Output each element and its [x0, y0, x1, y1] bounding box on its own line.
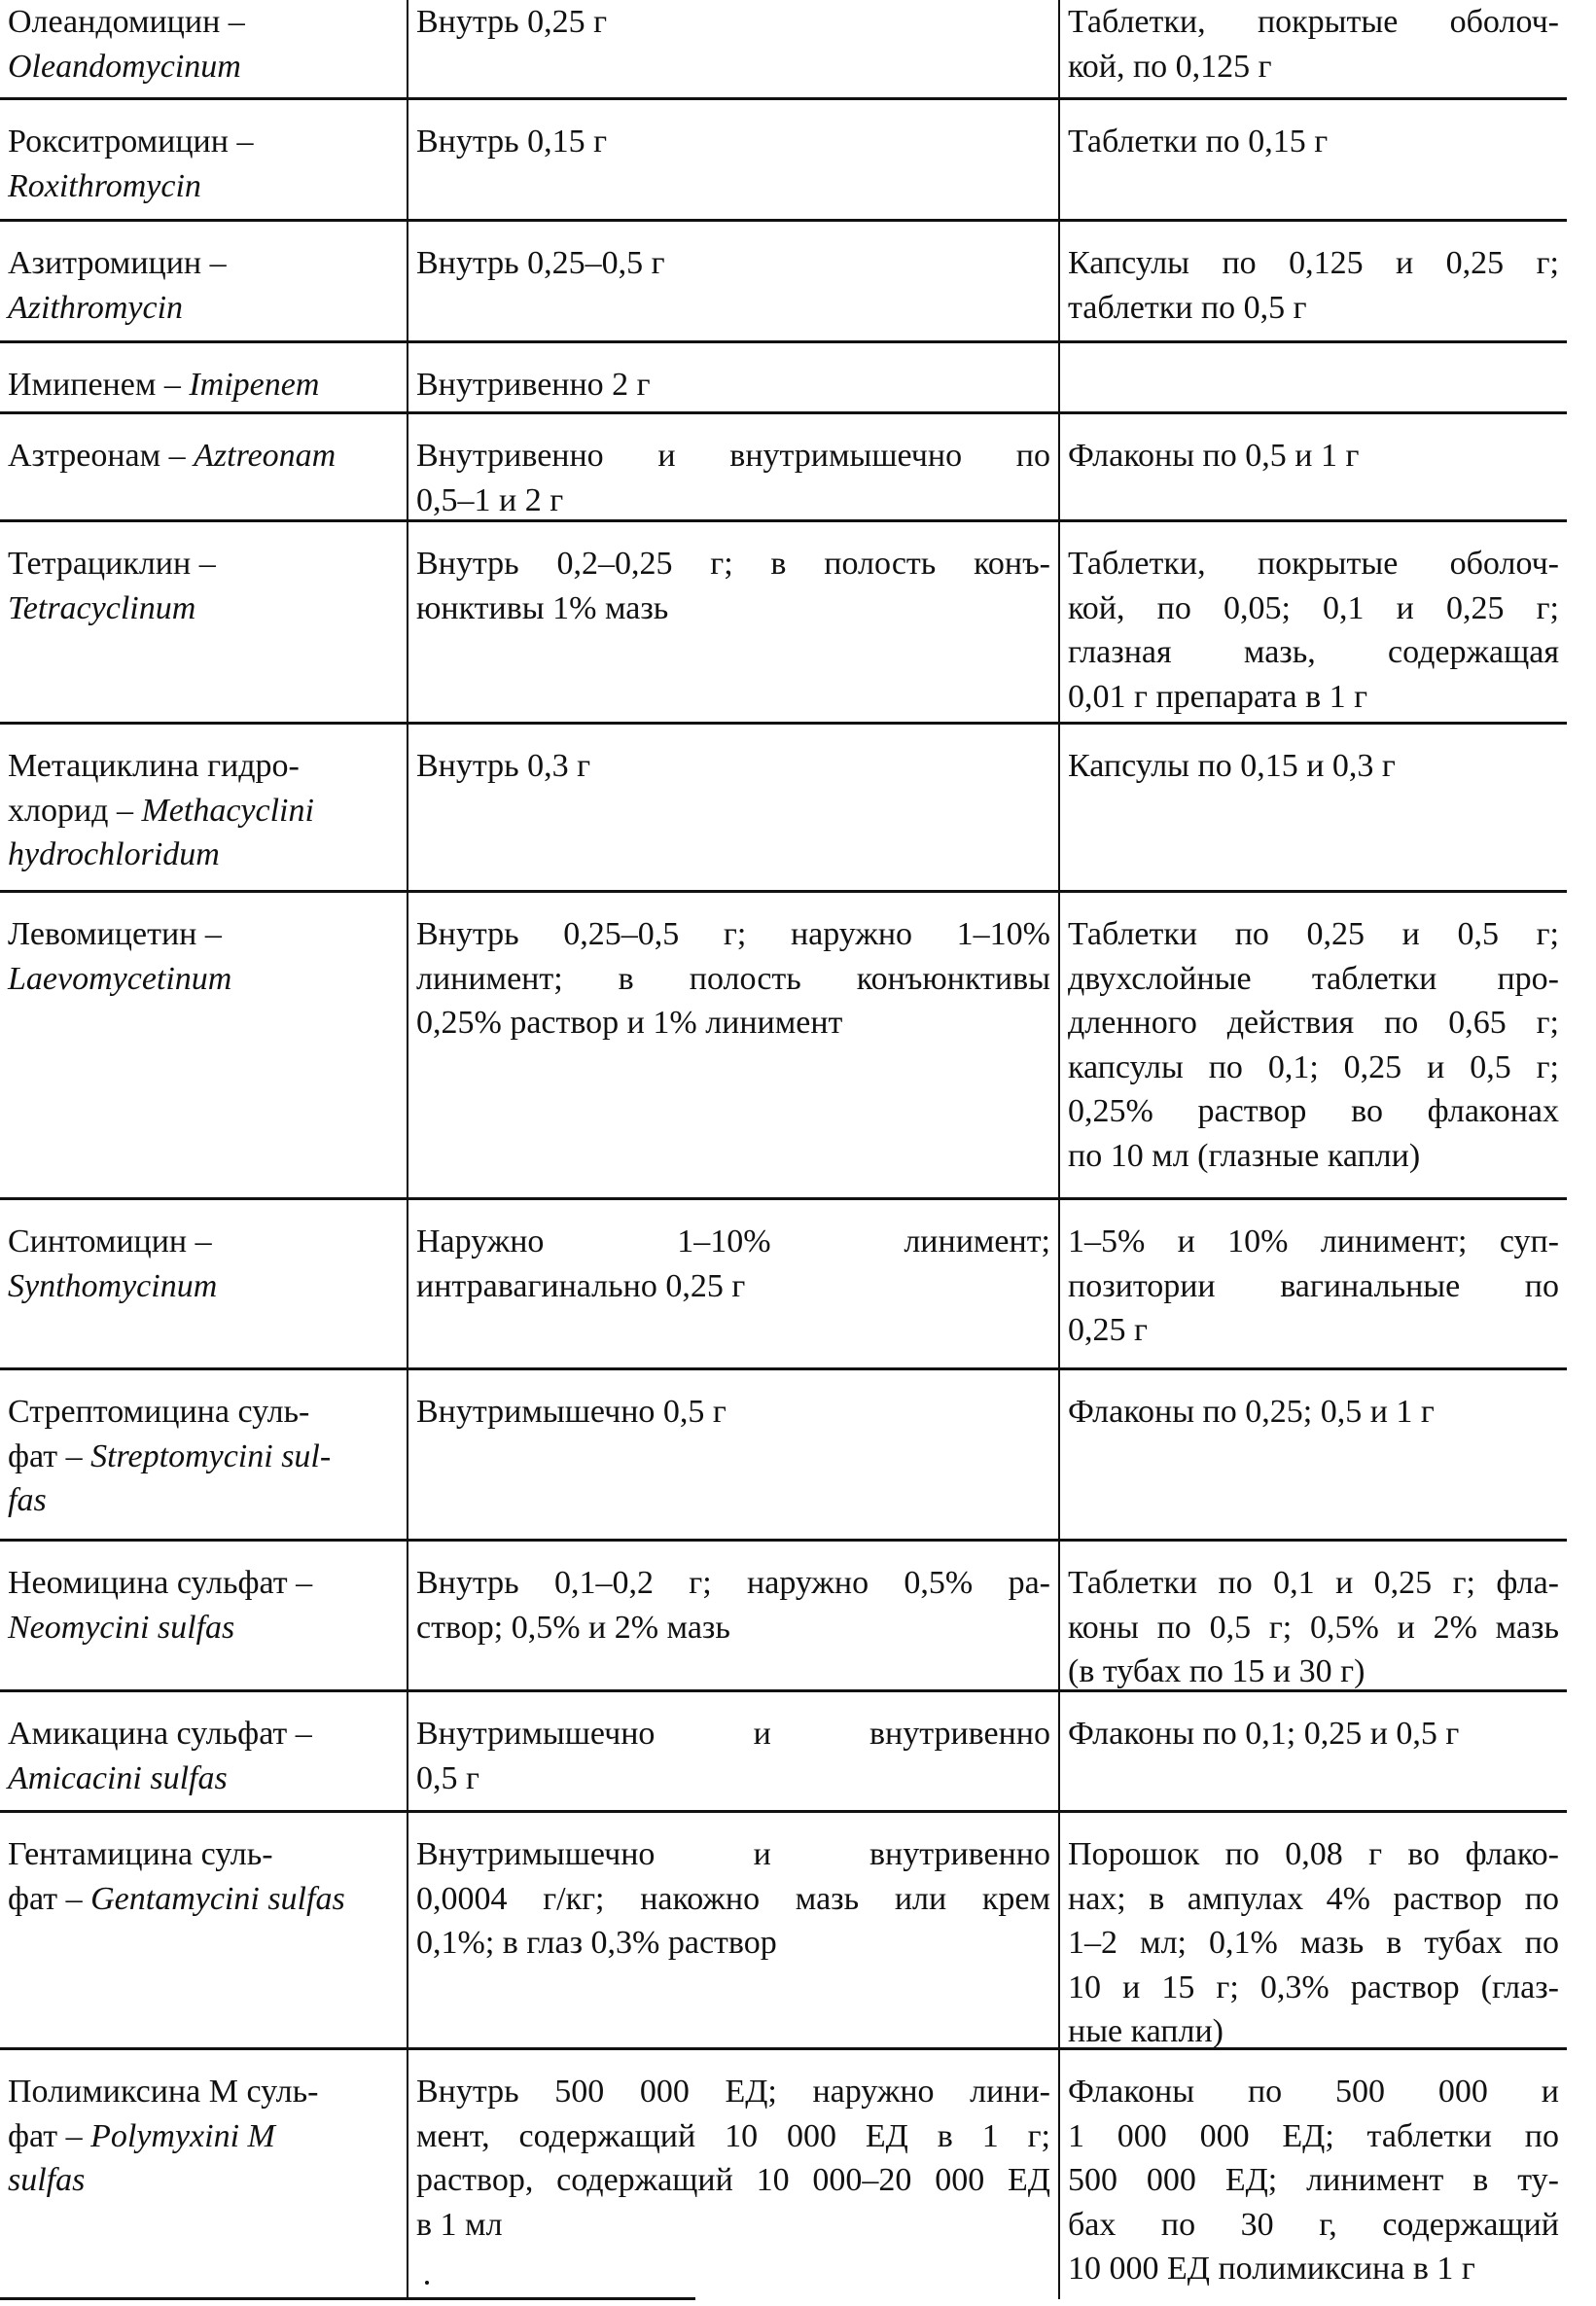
text-line	[1068, 1650, 1559, 1694]
latin-name: hydrochloridum	[8, 836, 220, 872]
text-line	[8, 363, 399, 408]
text: Флаконы по 500 000 и	[1068, 2074, 1559, 2110]
text-line	[1068, 2070, 1559, 2114]
text: Внутримышечно и внутривенно	[416, 1716, 1050, 1752]
text: бах по 30 г, содержащий	[1068, 2206, 1559, 2243]
text: Метациклина гидро-	[8, 748, 300, 784]
text: кой, по 0,125 г	[1068, 48, 1272, 85]
text-line	[1068, 1712, 1559, 1756]
text-line	[1068, 434, 1559, 479]
latin-name: Imipenem	[189, 367, 320, 403]
scan-dot	[425, 2281, 429, 2285]
latin-name: Methacyclini	[141, 792, 314, 829]
text: интравагинально 0,25 г	[416, 1267, 746, 1304]
latin-name: fas	[8, 1482, 47, 1518]
text-line	[8, 120, 399, 164]
text-line	[8, 45, 399, 89]
text: Внутрь 0,2–0,25 г; в полость конъ-	[416, 546, 1050, 582]
text-line	[1068, 1921, 1559, 1966]
latin-name: Synthomycinum	[8, 1267, 218, 1304]
text: по 10 мл (глазные капли)	[1068, 1137, 1421, 1174]
text-line	[416, 2203, 1050, 2248]
text-line	[1068, 286, 1559, 331]
text-line	[1068, 1220, 1559, 1264]
dosage-cell	[407, 1542, 1058, 1689]
text-line	[1068, 1308, 1559, 1353]
text-line	[1068, 2203, 1559, 2248]
text: Полимиксина М суль-	[8, 2074, 319, 2110]
text-line	[416, 2158, 1050, 2203]
text: Внутривенно и внутримышечно по	[416, 438, 1050, 474]
text-line	[8, 1478, 399, 1523]
text-line	[8, 0, 399, 45]
text: 0,25% раствор во флаконах	[1068, 1093, 1559, 1129]
text-line	[416, 1832, 1050, 1877]
text-line	[8, 2070, 399, 2114]
dosage-cell	[407, 343, 1058, 411]
text: юнктивы 1% мазь	[416, 589, 669, 626]
dosage-cell	[407, 893, 1058, 1197]
text-line	[416, 241, 1050, 286]
text-line	[416, 957, 1050, 1002]
text-line	[8, 833, 399, 877]
text-line	[1068, 1877, 1559, 1922]
text-line	[8, 1606, 399, 1650]
latin-name: Roxithromycin	[8, 167, 201, 204]
table-row	[0, 725, 1567, 893]
text: нах; в ампулах 4% раствор по	[1068, 1880, 1559, 1917]
text: таблетки по 0,5 г	[1068, 289, 1307, 326]
dosage-cell	[407, 725, 1058, 890]
drug-name-cell	[0, 1813, 407, 2047]
latin-name: Aztreonam	[194, 438, 337, 474]
text-line	[416, 1921, 1050, 1966]
text: 0,0004 г/кг; накожно мазь или крем	[416, 1880, 1050, 1917]
table-row	[0, 1813, 1567, 2050]
text: Внутрь 0,25 г	[416, 4, 608, 40]
text: Внутрь 0,1–0,2 г; наружно 0,5% ра-	[416, 1565, 1050, 1601]
release-form-cell	[1058, 893, 1567, 1197]
release-form-cell	[1058, 414, 1567, 519]
text-line	[1068, 1264, 1559, 1309]
text: позитории вагинальные по	[1068, 1267, 1559, 1304]
text-line	[416, 2070, 1050, 2114]
latin-name: sulfas	[8, 2162, 86, 2198]
release-form-cell	[1058, 1200, 1567, 1367]
text: хлорид –	[8, 792, 142, 829]
text: Тетрациклин –	[8, 546, 216, 582]
text-line	[8, 1390, 399, 1435]
text: 1–2 мл; 0,1% мазь в тубах по	[1068, 1925, 1559, 1961]
text: Имипенем –	[8, 367, 190, 403]
text: 1–5% и 10% линимент; суп-	[1068, 1224, 1559, 1259]
release-form-cell	[1058, 1813, 1567, 2047]
text: 10 000 ЕД полимиксина в 1 г	[1068, 2251, 1475, 2287]
text: Рокситромицин –	[8, 124, 254, 160]
text-line	[1068, 630, 1559, 675]
drug-name-cell	[0, 0, 407, 97]
text-line	[1068, 1390, 1559, 1435]
text-line	[8, 241, 399, 286]
drug-name-cell	[0, 2050, 407, 2299]
text: мент, содержащий 10 000 ЕД в 1 г;	[416, 2117, 1050, 2154]
text-line	[1068, 1606, 1559, 1650]
drug-name-cell	[0, 522, 407, 722]
text-line	[1068, 1966, 1559, 2010]
text: Таблетки, покрытые оболоч-	[1068, 546, 1559, 582]
table-row	[0, 2050, 1567, 2299]
text: фат –	[8, 2117, 91, 2154]
dosage-cell	[407, 1200, 1058, 1367]
text-line	[416, 1712, 1050, 1756]
drug-name-cell	[0, 893, 407, 1197]
text: дленного действия по 0,65 г;	[1068, 1005, 1559, 1041]
text: кой, по 0,05; 0,1 и 0,25 г;	[1068, 589, 1559, 626]
text-line	[416, 744, 1050, 789]
text-line	[416, 479, 1050, 523]
latin-name: Laevomycetinum	[8, 960, 232, 997]
text-line	[416, 1606, 1050, 1650]
text: Внутрь 0,3 г	[416, 748, 591, 784]
table-row	[0, 1542, 1567, 1692]
text-line	[416, 1264, 1050, 1309]
drug-name-cell	[0, 100, 407, 219]
text: Таблетки по 0,15 г	[1068, 124, 1329, 160]
text: капсулы по 0,1; 0,25 и 0,5 г;	[1068, 1048, 1559, 1085]
text-line	[1068, 120, 1559, 164]
text: Гентамицина суль-	[8, 1836, 273, 1872]
text: 0,25% раствор и 1% линимент	[416, 1005, 843, 1041]
text-line	[416, 2114, 1050, 2159]
text: Азтреонам –	[8, 438, 195, 474]
table-row	[0, 222, 1567, 343]
release-form-cell	[1058, 222, 1567, 340]
text: створ; 0,5% и 2% мазь	[416, 1609, 730, 1646]
text-line	[8, 744, 399, 789]
text: 500 000 ЕД; линимент в ту-	[1068, 2162, 1559, 2198]
text-line	[8, 1220, 399, 1264]
table-row	[0, 1200, 1567, 1370]
table-row	[0, 100, 1567, 222]
text: Капсулы по 0,15 и 0,3 г	[1068, 748, 1396, 784]
dosage-cell	[407, 1813, 1058, 2047]
text: Неомицина сульфат –	[8, 1565, 313, 1601]
release-form-cell	[1058, 725, 1567, 890]
text: ные капли)	[1068, 2013, 1224, 2049]
text-line	[8, 434, 399, 479]
latin-name: Gentamycini sulfas	[90, 1880, 345, 1917]
text-line	[8, 542, 399, 586]
drug-name-cell	[0, 1542, 407, 1689]
text-line	[1068, 675, 1559, 720]
drug-name-cell	[0, 222, 407, 340]
text-line	[1068, 912, 1559, 957]
text-line	[416, 1877, 1050, 1922]
text: линимент; в полость конъюнктивы	[416, 960, 1050, 997]
latin-name: Oleandomycinum	[8, 48, 241, 85]
text-line	[1068, 241, 1559, 286]
text: 10 и 15 г; 0,3% раствор (глаз-	[1068, 1969, 1559, 2005]
text: Амикацина сульфат –	[8, 1716, 312, 1752]
text-line	[8, 1756, 399, 1801]
text: Таблетки, покрытые оболоч-	[1068, 4, 1559, 40]
text-line	[8, 957, 399, 1002]
text: 0,1%; в глаз 0,3% раствор	[416, 1925, 777, 1961]
text: раствор, содержащий 10 000–20 000 ЕД	[416, 2162, 1050, 2198]
text: Азитромицин –	[8, 245, 227, 281]
latin-name: Tetracyclinum	[8, 589, 196, 626]
text: фат –	[8, 1880, 91, 1917]
drug-name-cell	[0, 1200, 407, 1367]
text: глазная мазь, содержащая	[1068, 634, 1559, 670]
text-line	[8, 1435, 399, 1479]
text-line	[1068, 2158, 1559, 2203]
table-row	[0, 0, 1567, 100]
text-line	[1068, 2247, 1559, 2291]
text: (в тубах по 15 и 30 г)	[1068, 1653, 1365, 1689]
text: Внутрь 0,25–0,5 г; наружно 1–10%	[416, 916, 1050, 952]
text-line	[8, 2114, 399, 2159]
text: Таблетки по 0,1 и 0,25 г; фла-	[1068, 1565, 1559, 1601]
text: 0,25 г	[1068, 1312, 1148, 1348]
text-line	[416, 363, 1050, 408]
text-line	[8, 586, 399, 631]
text-line	[416, 1756, 1050, 1801]
drug-name-cell	[0, 725, 407, 890]
text-line	[416, 1561, 1050, 1606]
dosage-cell	[407, 1692, 1058, 1810]
latin-name: Azithromycin	[8, 289, 184, 326]
text-line	[416, 912, 1050, 957]
text: Флаконы по 0,25; 0,5 и 1 г	[1068, 1394, 1435, 1430]
text-line	[1068, 2009, 1559, 2054]
text: Внутрь 0,15 г	[416, 124, 608, 160]
text-line	[1068, 586, 1559, 631]
text-line	[8, 2158, 399, 2203]
text: Наружно 1–10% линимент;	[416, 1224, 1050, 1259]
release-form-cell	[1058, 2050, 1567, 2299]
text-line	[8, 912, 399, 957]
dosage-cell	[407, 1370, 1058, 1539]
text-line	[416, 586, 1050, 631]
text: Капсулы по 0,125 и 0,25 г;	[1068, 245, 1559, 281]
text: Внутримышечно 0,5 г	[416, 1394, 727, 1430]
release-form-cell	[1058, 1692, 1567, 1810]
latin-name: Neomycini sulfas	[8, 1609, 235, 1646]
text-line	[8, 1264, 399, 1309]
text: Синтомицин –	[8, 1224, 212, 1259]
text: Таблетки по 0,25 и 0,5 г;	[1068, 916, 1559, 952]
text: 0,01 г препарата в 1 г	[1068, 678, 1368, 715]
drug-name-cell	[0, 1692, 407, 1810]
latin-name: Streptomycini sul-	[90, 1437, 332, 1474]
dosage-cell	[407, 100, 1058, 219]
text: Флаконы по 0,1; 0,25 и 0,5 г	[1068, 1716, 1460, 1752]
text-line	[416, 1390, 1050, 1435]
text: Внутрь 500 000 ЕД; наружно лини-	[416, 2074, 1050, 2110]
text: Внутривенно 2 г	[416, 367, 651, 403]
drug-name-cell	[0, 1370, 407, 1539]
text: Порошок по 0,08 г во флако-	[1068, 1836, 1559, 1872]
table-row	[0, 1370, 1567, 1542]
text-line	[8, 1877, 399, 1922]
dosage-cell	[407, 522, 1058, 722]
dosage-cell	[407, 222, 1058, 340]
text-line	[1068, 957, 1559, 1002]
latin-name: Polymyxini M	[90, 2117, 275, 2154]
drug-name-cell	[0, 414, 407, 519]
text: Стрептомицина суль-	[8, 1394, 310, 1430]
text-line	[416, 542, 1050, 586]
text-line	[8, 789, 399, 834]
table-row	[0, 893, 1567, 1200]
table-row	[0, 522, 1567, 725]
dosage-cell	[407, 0, 1058, 97]
release-form-cell	[1058, 343, 1567, 411]
release-form-cell	[1058, 0, 1567, 97]
text: Флаконы по 0,5 и 1 г	[1068, 438, 1360, 474]
bottom-rule	[0, 2297, 695, 2300]
text: Левомицетин –	[8, 916, 222, 952]
text-line	[1068, 1089, 1559, 1134]
text-line	[1068, 744, 1559, 789]
text: 0,5 г	[416, 1759, 479, 1796]
text-line	[416, 1001, 1050, 1046]
text: 1 000 000 ЕД; таблетки по	[1068, 2117, 1559, 2154]
text-line	[1068, 542, 1559, 586]
table-row	[0, 1692, 1567, 1813]
text-line	[8, 1832, 399, 1877]
text-line	[1068, 2114, 1559, 2159]
text: коны по 0,5 г; 0,5% и 2% мазь	[1068, 1609, 1559, 1646]
text: двухслойные таблетки про-	[1068, 960, 1559, 997]
text-line	[416, 434, 1050, 479]
release-form-cell	[1058, 1370, 1567, 1539]
text: фат –	[8, 1437, 91, 1474]
table-row	[0, 414, 1567, 522]
text-line	[416, 120, 1050, 164]
text-line	[1068, 45, 1559, 89]
dosage-cell	[407, 414, 1058, 519]
table-row	[0, 343, 1567, 414]
release-form-cell	[1058, 1542, 1567, 1689]
text-line	[1068, 0, 1559, 45]
latin-name: Amicacini sulfas	[8, 1759, 228, 1796]
text: 0,5–1 и 2 г	[416, 481, 564, 518]
text-line	[1068, 1832, 1559, 1877]
release-form-cell	[1058, 100, 1567, 219]
release-form-cell	[1058, 522, 1567, 722]
text-line	[416, 1220, 1050, 1264]
text: Внутрь 0,25–0,5 г	[416, 245, 665, 281]
text: Олеандомицин –	[8, 4, 245, 40]
text-line	[1068, 1046, 1559, 1090]
drug-name-cell	[0, 343, 407, 411]
text-line	[1068, 1001, 1559, 1046]
text-line	[1068, 1561, 1559, 1606]
text-line	[8, 164, 399, 209]
text-line	[1068, 1134, 1559, 1179]
text: Внутримышечно и внутривенно	[416, 1836, 1050, 1872]
text-line	[8, 1561, 399, 1606]
text-line	[8, 286, 399, 331]
text: в 1 мл	[416, 2206, 503, 2243]
text-line	[8, 1712, 399, 1756]
text-line	[416, 0, 1050, 45]
dosage-cell	[407, 2050, 1058, 2299]
